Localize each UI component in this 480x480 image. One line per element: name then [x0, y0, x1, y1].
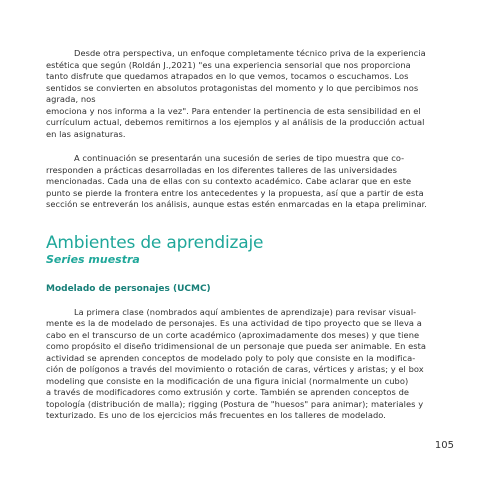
text-line: texturizado. Es uno de los ejercicios más frecuentes en los talleres de modelado. [46, 410, 386, 420]
text-line: sentidos se convierten en absolutos protagonistas del momento y lo que percibimos nos [46, 82, 419, 93]
text-line: en las asignaturas. [46, 128, 126, 139]
page-content [46, 48, 428, 422]
text-line: A continuación se presentarán una sucesión de series de tipo muestra que co- [74, 153, 405, 163]
text-line: Desde otra perspectiva, un enfoque completamente técnico priva de la experiencia [74, 48, 426, 58]
text-line: como propósito el diseño tridimensional de un personaje que pueda ser animable. En esta [46, 341, 427, 351]
text-line: La primera clase (nombrados aquí ambientes de aprendizaje) para revisar visual- [74, 306, 417, 317]
text-line: mente es la de modelado de personajes. Es una actividad de tipo proyecto que se lleva a [46, 318, 422, 328]
text-line: agrada, nos [46, 94, 96, 104]
text-line: currículum actual, debemos remitirnos a los ejemplos y al análisis de la producción actual [46, 117, 425, 127]
section-heading: Ambientes de aprendizaje [46, 232, 264, 253]
text-line: emociona y nos informa a la vez". Para entender la pertinencia de esta sensibilidad en el [46, 105, 421, 116]
text-line: rresponden a prácticas desarrolladas en los diferentes talleres de las universidades [46, 164, 398, 175]
text-line: a través de modificadores como extrusión y corte. También se aprenden conceptos de [46, 387, 410, 397]
text-line: ción de polígonos a través del movimiento o rotación de caras, vértices y aristas; y el box [46, 364, 424, 374]
paragraph-series-intro [46, 153, 428, 211]
text-line: mencionadas. Cada una de ellas con su contexto académico. Cabe aclarar que en este [46, 176, 412, 186]
page-number: 105 [434, 440, 454, 451]
text-line: actividad se aprenden conceptos de modelado poly to poly que consiste en la modifica- [46, 352, 416, 363]
text-line: cabo en el transcurso de un corte académico (aproximadamente dos meses) y que tiene [46, 329, 420, 340]
text-line: topología (distribución de malla); rigging (Postura de "huesos" para animar); materiales y [46, 398, 424, 409]
paragraph-aesthetic-experience [46, 48, 428, 140]
section-subheading: Series muestra [46, 252, 140, 266]
text-line: punto se pierde la frontera entre los antecedentes y la propuesta, así que a partir de esta [46, 187, 424, 198]
text-line: sección se entreverán los análisis, aunque estas estén enmarcadas en la etapa preliminar. [46, 199, 427, 209]
text-line: modeling que consiste en la modificación de una figura inicial (normalmente un cubo) [46, 375, 409, 386]
text-line: tanto disfrute que quedamos atrapados en lo que vemos, tocamos o escuchamos. Los [46, 71, 409, 81]
subsection-title: Modelado de personajes (UCMC) [46, 283, 211, 294]
paragraph-character-modeling [46, 307, 428, 422]
text-line: estética que según (Roldán J.,2021) "es una experiencia sensorial que nos proporciona [46, 59, 411, 70]
